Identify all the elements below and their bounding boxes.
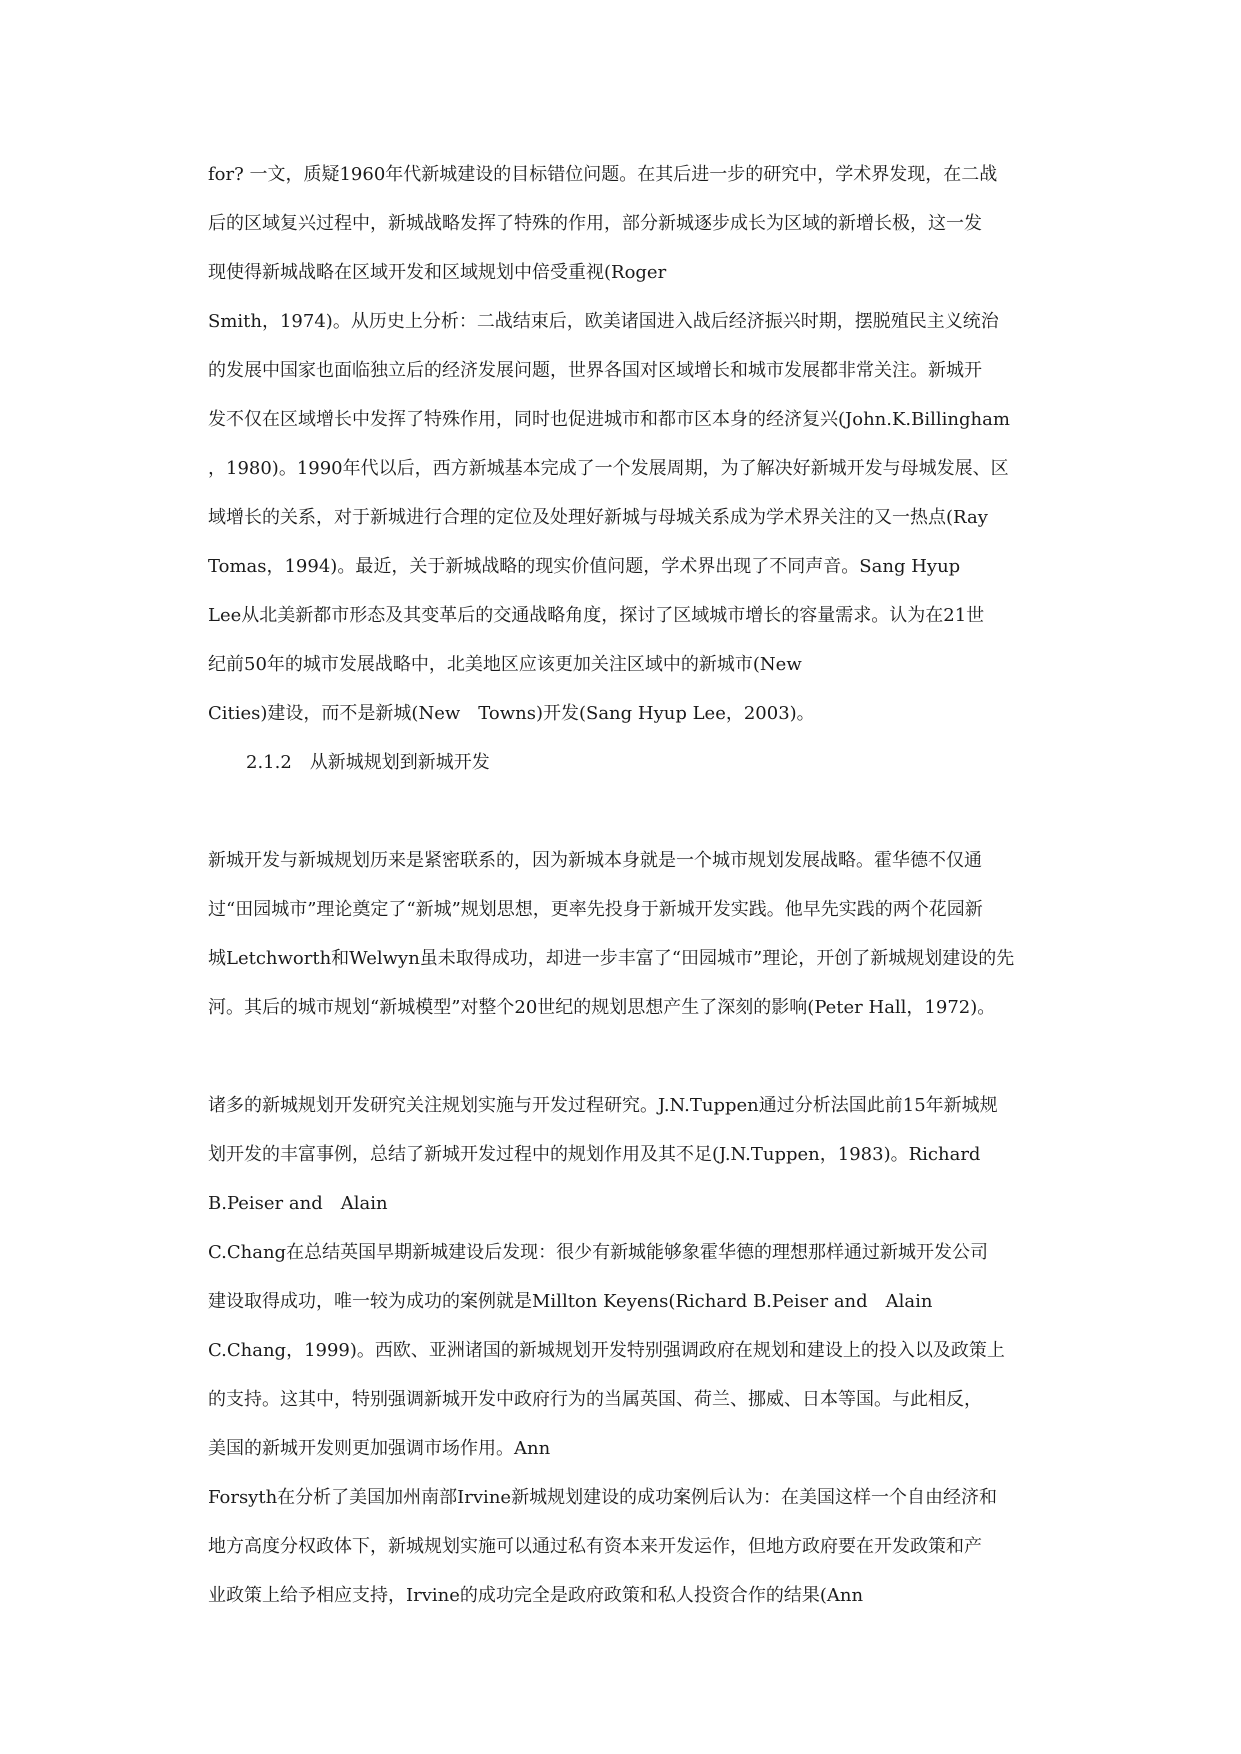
text-line: 诸多的新城规划开发研究关注规划实施与开发过程研究。J.N.Tuppen通过分析法国此前15年新城规 (208, 1095, 998, 1116)
text-line: 美国的新城开发则更加强调市场作用。Ann (208, 1438, 551, 1459)
text-line: 业政策上给予相应支持，Irvine的成功完全是政府政策和私人投资合作的结果(Ann (208, 1585, 864, 1606)
text-line: C.Chang，1999)。西欧、亚洲诸国的新城规划开发特别强调政府在规划和建设上的投入以及政策上 (208, 1340, 1005, 1361)
text-line: Smith，1974)。从历史上分析：二战结束后，欧美诸国进入战后经济振兴时期，摆脱殖民主义统治 (208, 311, 999, 332)
text-line: 域增长的关系，对于新城进行合理的定位及处理好新城与母城关系成为学术界关注的又一热点(Ray (208, 507, 988, 528)
text-line: C.Chang在总结英国早期新城建设后发现：很少有新城能够象霍华德的理想那样通过新城开发公司 (208, 1242, 989, 1263)
text-line: B.Peiser and Alain (208, 1193, 388, 1214)
text-line: 纪前50年的城市发展战略中，北美地区应该更加关注区域中的新城市(New (208, 654, 802, 675)
text-line: 地方高度分权政体下，新城规划实施可以通过私有资本来开发运作，但地方政府要在开发政策和产 (208, 1536, 982, 1557)
text-line: 过“田园城市”理论奠定了“新城”规划思想，更率先投身于新城开发实践。他早先实践的两个花园新 (208, 899, 983, 920)
text-line: 新城开发与新城规划历来是紧密联系的，因为新城本身就是一个城市规划发展战略。霍华德不仅通 (208, 850, 982, 871)
text-line: for? 一文，质疑1960年代新城建设的目标错位问题。在其后进一步的研究中，学术界发现，在二战 (208, 164, 998, 185)
text-line: 后的区域复兴过程中，新城战略发挥了特殊的作用，部分新城逐步成长为区域的新增长极，这一发 (208, 213, 982, 234)
section-heading: 2.1.2 从新城规划到新城开发 (246, 752, 490, 773)
text-line: 划开发的丰富事例，总结了新城开发过程中的规划作用及其不足(J.N.Tuppen，1983)。Richard (208, 1144, 981, 1165)
text-line: 城Letchworth和Welwyn虽未取得成功，却进一步丰富了“田园城市”理论，开创了新城规划建设的先 (208, 948, 1015, 969)
text-line: ，1980)。1990年代以后，西方新城基本完成了一个发展周期，为了解决好新城开发与母城发展、区 (208, 458, 1009, 479)
text-line: 发不仅在区域增长中发挥了特殊作用，同时也促进城市和都市区本身的经济复兴(John.K.Billingham (208, 409, 1010, 430)
text-line: Forsyth在分析了美国加州南部Irvine新城规划建设的成功案例后认为：在美国这样一个自由经济和 (208, 1487, 998, 1508)
text-line: 建设取得成功，唯一较为成功的案例就是Millton Keyens(Richard B.Peiser and Alain (208, 1291, 933, 1312)
text-line: 的发展中国家也面临独立后的经济发展问题，世界各国对区域增长和城市发展都非常关注。新城开 (208, 360, 982, 381)
text-line: Lee从北美新都市形态及其变革后的交通战略角度，探讨了区域城市增长的容量需求。认为在21世 (208, 605, 985, 626)
text-line: 的支持。这其中，特别强调新城开发中政府行为的当属英国、荷兰、挪威、日本等国。与此相反， (208, 1389, 982, 1410)
text-line: Tomas，1994)。最近，关于新城战略的现实价值问题，学术界出现了不同声音。Sang Hyup (208, 556, 961, 577)
text-line: 河。其后的城市规划“新城模型”对整个20世纪的规划思想产生了深刻的影响(Peter Hall，1972)。 (208, 997, 996, 1018)
text-line: Cities)建设，而不是新城(New Towns)开发(Sang Hyup Lee，2003)。 (208, 703, 815, 724)
text-line: 现使得新城战略在区域开发和区域规划中倍受重视(Roger (208, 262, 667, 283)
